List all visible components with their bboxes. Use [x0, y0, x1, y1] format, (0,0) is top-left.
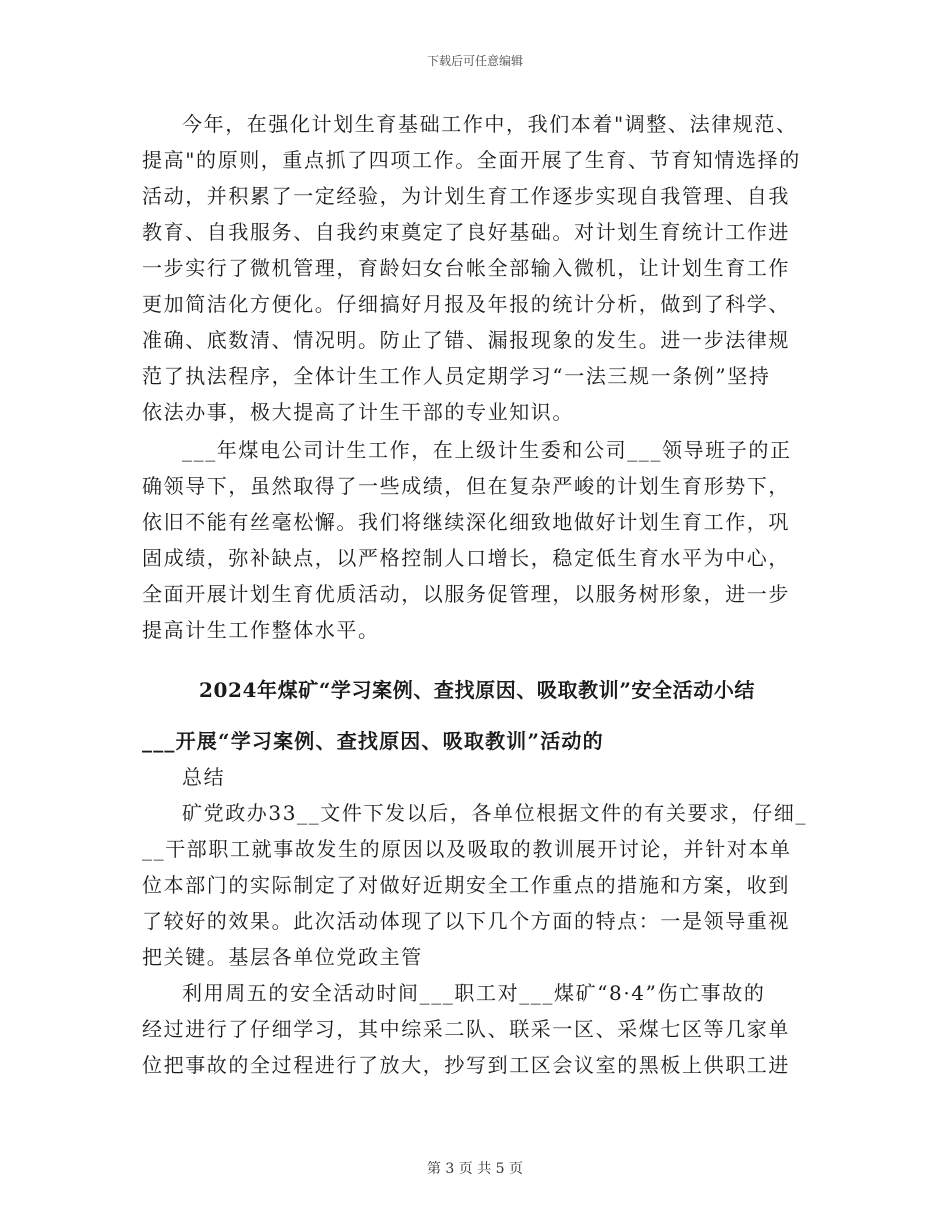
- header-note: 下载后可任意编辑: [426, 54, 523, 68]
- paragraph-1: 今年，在强化计划生育基础工作中，我们本着"调整、法律规范、 提高"的原则，重点抓了四项工作。全面开展了生育、节育知情选择的 活动，并积累了一定经验，为计划生育工作逐步实现自我管理、自我 教育、自我服务、自我约束奠定了良好基础。对计划生育统计工作进 一步实行了微机管理，育龄妇女台帐全部输入微机，让计划生育工作 更加简洁化方便化。仔细搞好月报及年报的统计分析，做到了科学、 准确、底数清、情况明。防止了错、漏报现象的发生。进一步法律规 范了执法程序，全体计生工作人员定期学习“一法三规一条例”坚持 依法办事，极大提高了计生干部的专业知识。: [142, 112, 801, 424]
- summary-label: 总结: [182, 765, 226, 789]
- paragraph-3: 矿党政办33__文件下发以后，各单位根据文件的有关要求，仔细_ __干部职工就事故发生的原因以及吸取的教训展开讨论，并针对本单 位本部门的实际制定了对做好近期安全工作重点的措施和方案，收到 了较好的效果。此次活动体现了以下几个方面的特点：一是领导重视 把关键。基层各单位党政主管: [142, 801, 808, 969]
- paragraph-2: ___年煤电公司计生工作，在上级计生委和公司___领导班子的正 确领导下，虽然取得了一些成绩，但在复杂严峻的计划生育形势下， 依旧不能有丝毫松懈。我们将继续深化细致地做好计划生育工作，巩 固成绩，弥补缺点，以严格控制人口增长，稳定低生育水平为中心， 全面开展计划生育优质活动，以服务促管理，以服务树形象，进一步 提高计生工作整体水平。: [142, 438, 792, 642]
- section-subtitle: ___开展“学习案例、查找原因、吸取教训”活动的: [142, 729, 604, 753]
- page-indicator: 第 3 页 共 5 页: [426, 1161, 524, 1177]
- paragraph-4: 利用周五的安全活动时间___职工对___煤矿“8·4”伤亡事故的 经过进行了仔细学习，其中综采二队、联采一区、采煤七区等几家单 位把事故的全过程进行了放大，抄写到工区会议室的黑板上供职工进: [142, 981, 790, 1077]
- section-title: 2024年煤矿“学习案例、查找原因、吸取教训”安全活动小结: [198, 678, 756, 702]
- document-body: [142, 106, 812, 1083]
